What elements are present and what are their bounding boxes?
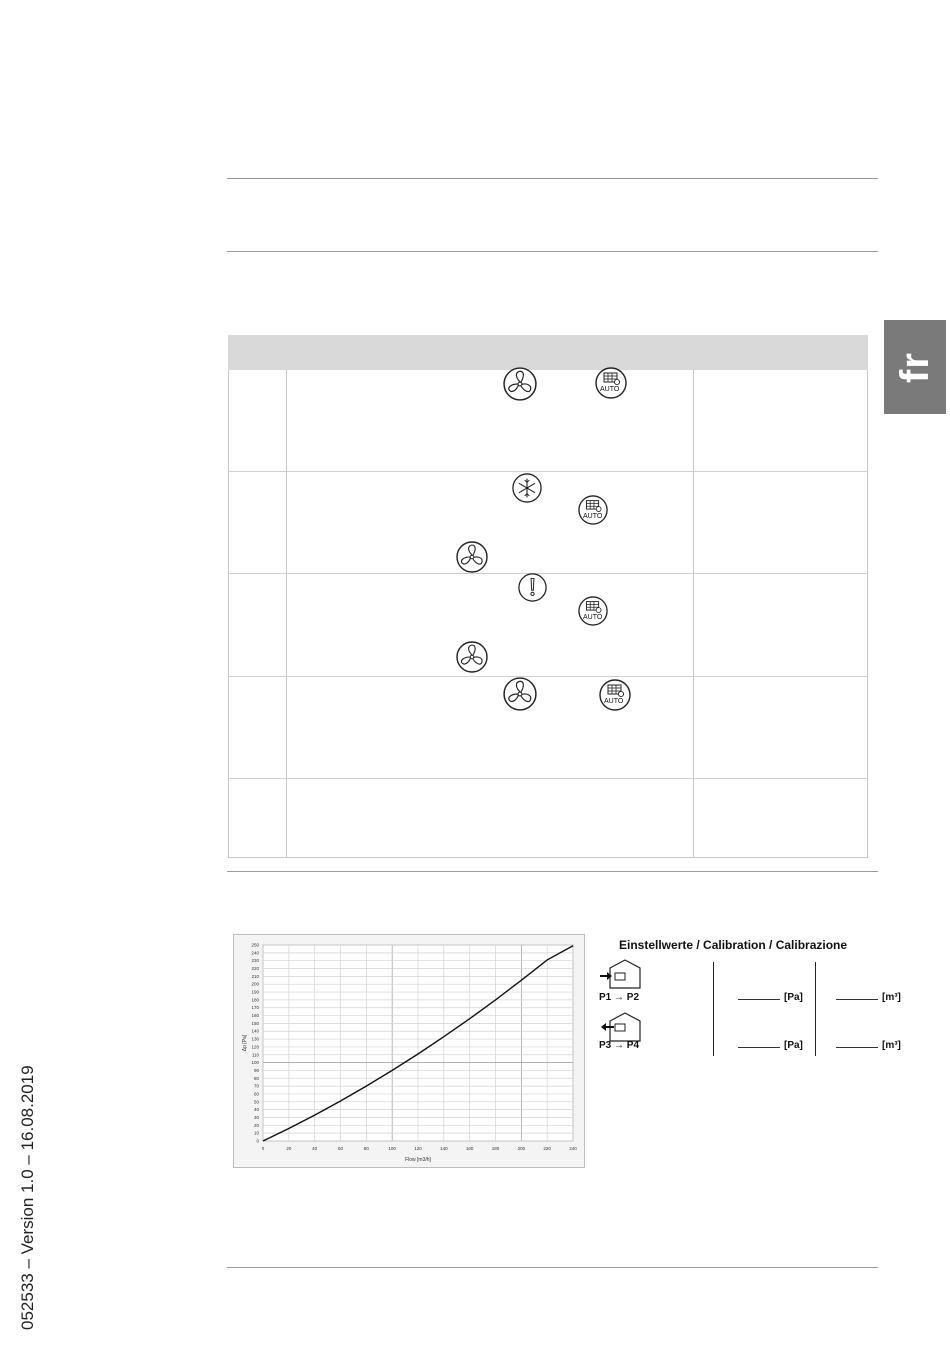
table-row-divider <box>228 573 868 574</box>
auto-icon-label: AUTO <box>600 386 620 393</box>
y-tick-label: 110 <box>251 1052 259 1058</box>
x-tick-label: 40 <box>312 1146 318 1151</box>
y-tick-label: 20 <box>253 1122 259 1128</box>
version-text: 052533 – Version 1.0 – 16.08.2019 <box>18 1065 37 1330</box>
y-tick-label: 10 <box>253 1130 259 1136</box>
volume-unit: [m³] <box>882 1040 901 1051</box>
y-tick-label: 80 <box>253 1075 259 1081</box>
calibration-title: Einstellwerte / Calibration / Calibrazione <box>619 938 848 952</box>
table-row-divider <box>228 778 868 779</box>
x-axis-label: Flow [m3/h] <box>405 1157 431 1163</box>
language-tab-label: fr <box>892 351 937 383</box>
house-exhaust-air-icon <box>598 1011 644 1043</box>
y-tick-label: 100 <box>251 1060 259 1066</box>
y-axis-label: Δp [Pa] <box>242 1034 248 1052</box>
table-row-divider <box>228 676 868 677</box>
table-col-divider-2 <box>693 370 694 858</box>
fan-icon <box>456 541 488 573</box>
calibration-row-label: P3 → P4 <box>599 1040 640 1051</box>
house-supply-air-icon <box>598 958 644 990</box>
x-tick-label: 0 <box>261 1146 265 1151</box>
status-table <box>228 335 868 858</box>
volume-unit: [m³] <box>882 992 901 1003</box>
auto-mode-icon <box>599 679 631 711</box>
table-border-left <box>228 370 229 858</box>
snowflake-icon <box>512 473 542 503</box>
y-tick-label: 130 <box>251 1036 259 1042</box>
y-tick-label: 70 <box>253 1083 259 1089</box>
y-tick-label: 50 <box>253 1099 259 1105</box>
fan-icon <box>503 677 537 711</box>
y-tick-label: 140 <box>251 1028 259 1034</box>
x-tick-label: 240 <box>569 1146 577 1151</box>
x-tick-label: 100 <box>388 1146 396 1151</box>
x-tick-label: 160 <box>465 1146 474 1151</box>
calibration-row-label: P1 → P2 <box>599 992 640 1003</box>
exclamation-icon <box>518 573 547 602</box>
volume-field-2[interactable] <box>836 1040 901 1051</box>
volume-field-1[interactable] <box>836 992 901 1003</box>
auto-icon-label: AUTO <box>604 698 624 705</box>
y-tick-label: 30 <box>253 1114 259 1120</box>
middle-rule <box>227 871 878 872</box>
chart-svg <box>234 935 584 1167</box>
version-footer <box>18 1040 58 1330</box>
y-tick-label: 250 <box>251 942 259 948</box>
y-tick-label: 40 <box>253 1107 259 1113</box>
x-tick-label: 80 <box>363 1146 369 1151</box>
x-tick-label: 200 <box>517 1146 526 1151</box>
y-tick-label: 180 <box>251 997 259 1003</box>
auto-mode-icon <box>578 596 608 626</box>
y-tick-label: 60 <box>253 1091 259 1097</box>
fan-icon <box>456 641 488 673</box>
y-tick-label: 230 <box>251 958 259 964</box>
x-tick-label: 180 <box>491 1146 500 1151</box>
y-tick-label: 160 <box>251 1013 259 1019</box>
table-col-divider-1 <box>286 370 287 858</box>
pressure-flow-chart <box>233 934 585 1168</box>
top-rule-1 <box>227 178 878 179</box>
pressure-unit: [Pa] <box>784 1040 803 1051</box>
pressure-unit: [Pa] <box>784 992 803 1003</box>
x-tick-label: 220 <box>543 1146 551 1151</box>
table-border-right <box>867 370 868 858</box>
table-header <box>228 335 868 370</box>
table-border-bottom <box>228 857 868 858</box>
y-tick-label: 150 <box>251 1020 259 1026</box>
calibration-divider-1 <box>713 962 714 1056</box>
calibration-divider-2 <box>815 962 816 1056</box>
pressure-field-1[interactable] <box>738 992 803 1003</box>
language-tab <box>884 320 946 414</box>
x-tick-label: 60 <box>337 1146 344 1151</box>
y-tick-label: 0 <box>256 1138 259 1144</box>
fan-icon <box>503 367 537 401</box>
auto-icon-label: AUTO <box>583 513 603 520</box>
y-tick-label: 220 <box>251 966 259 972</box>
y-tick-label: 210 <box>251 973 259 979</box>
pressure-field-2[interactable] <box>738 1040 803 1051</box>
x-tick-label: 20 <box>286 1146 292 1151</box>
auto-mode-icon <box>595 367 627 399</box>
y-tick-label: 240 <box>251 950 259 956</box>
auto-icon-label: AUTO <box>583 614 603 621</box>
y-tick-label: 200 <box>251 981 259 987</box>
y-tick-label: 170 <box>251 1005 259 1011</box>
auto-mode-icon <box>578 495 608 525</box>
x-tick-label: 120 <box>414 1146 422 1151</box>
x-tick-label: 140 <box>440 1146 448 1151</box>
table-row-divider <box>228 471 868 472</box>
y-tick-label: 90 <box>253 1067 259 1073</box>
top-rule-2 <box>227 251 878 252</box>
y-tick-label: 190 <box>251 989 259 995</box>
bottom-rule <box>227 1267 878 1268</box>
y-tick-label: 120 <box>251 1044 259 1050</box>
